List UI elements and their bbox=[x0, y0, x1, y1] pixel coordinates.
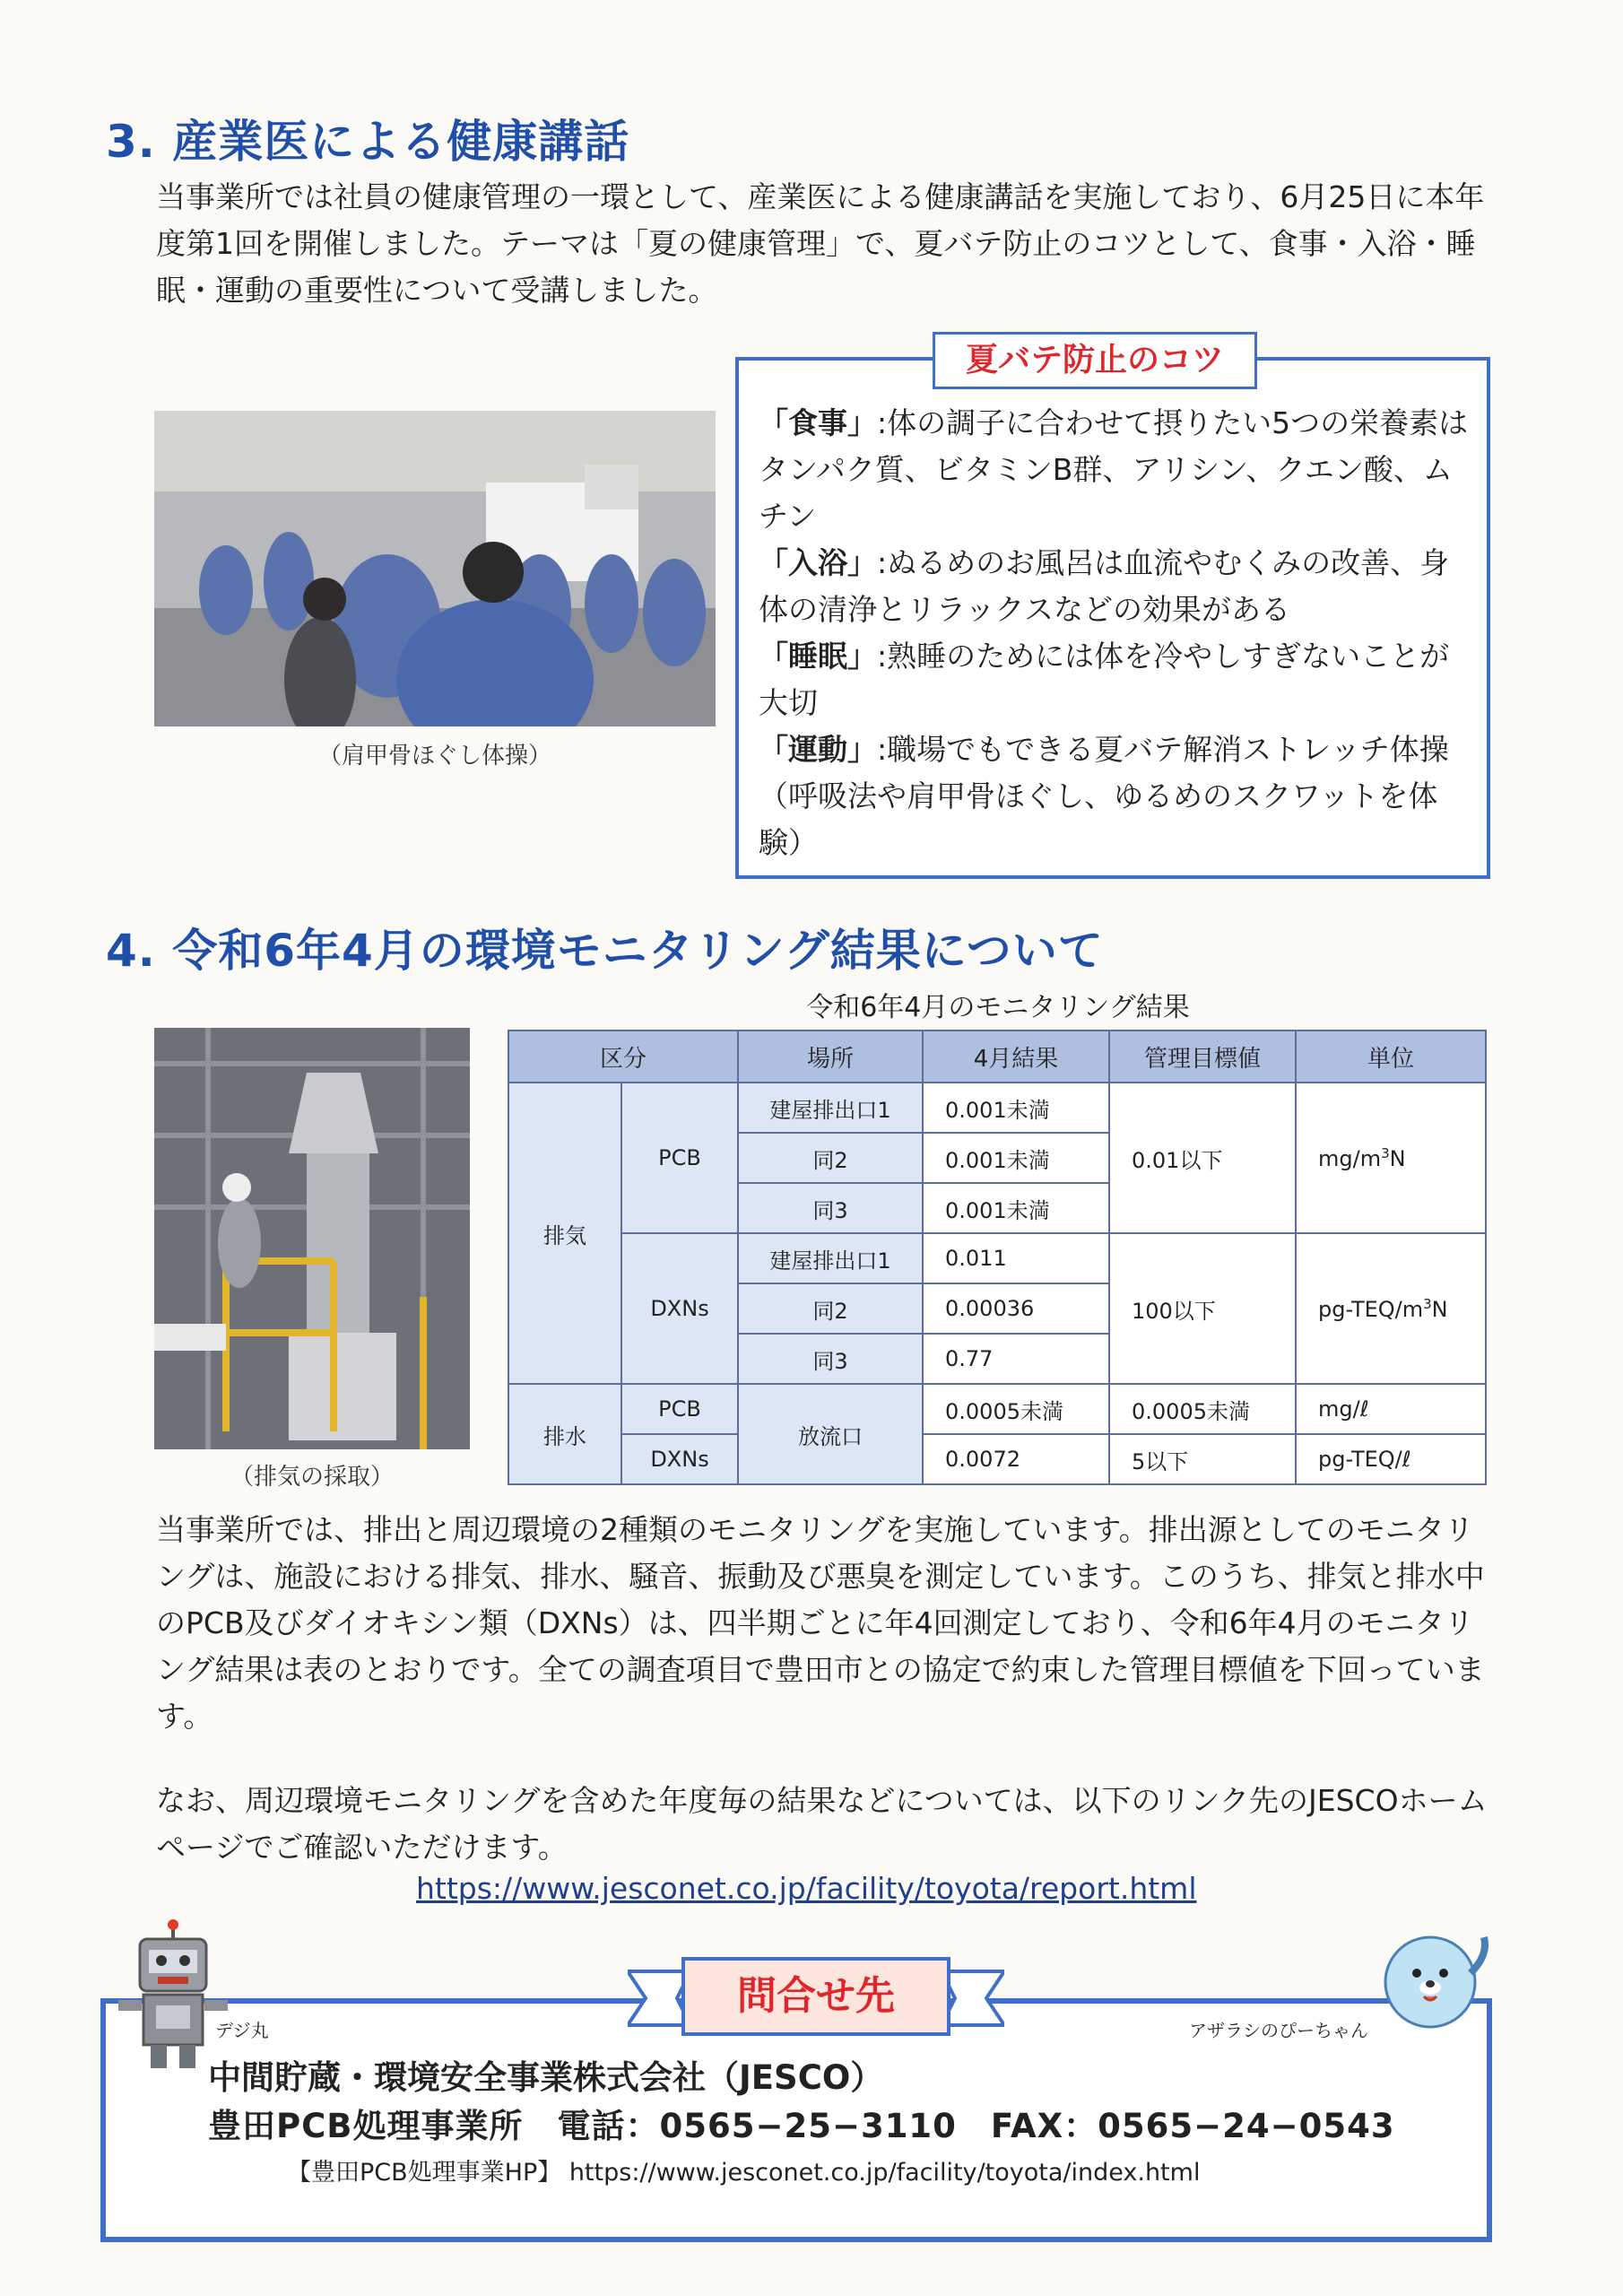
monitoring-table bbox=[508, 1030, 1487, 1485]
section4-body1: 当事業所では、排出と周辺環境の2種類のモニタリングを実施しています。排出源としてのモニタリングは、施設における排気、排水、騒音、振動及び悪臭を測定しています。このうち、排気と排水中のPCB及びダイオキシン類（DXNs）は、四半期ごとに年4回測定しており、令和6年4月のモニタリング結果は表のとおりです。全ての調査項目で豊田市との協定で約束した管理目標値を下回っています。 bbox=[156, 1512, 1485, 1734]
table-row bbox=[508, 1233, 1486, 1283]
report-link[interactable]: https://www.jesconet.co.jp/facility/toyota/report.html bbox=[416, 1871, 1197, 1906]
substance-pcb-water: PCB bbox=[621, 1384, 738, 1434]
table-row bbox=[508, 1384, 1486, 1434]
result-cell: 0.0005未満 bbox=[923, 1384, 1109, 1434]
tip-item-exercise bbox=[759, 726, 1476, 866]
place-cell: 建屋排出口1 bbox=[738, 1083, 923, 1133]
tip-item-meal bbox=[759, 400, 1476, 540]
tip-item-sleep bbox=[759, 633, 1476, 726]
tips-list bbox=[759, 400, 1476, 866]
tip-text-meal: :体の調子に合わせて摂りたい5つの栄養素はタンパク質、ビタミンB群、アリシン、クエン酸、ムチン bbox=[759, 405, 1469, 534]
substance-dxns-water: DXNs bbox=[621, 1434, 738, 1484]
section3-heading: 3. 産業医による健康講話 bbox=[106, 116, 630, 168]
unit-sup: 3 bbox=[1423, 1295, 1432, 1312]
section4-body2: なお、周辺環境モニタリングを含めた年度毎の結果などについては、以下のリンク先のJESCOホームページでご確認いただけます。 bbox=[156, 1783, 1488, 1865]
seminar-photo bbox=[154, 411, 716, 726]
header-target: 管理目標値 bbox=[1109, 1031, 1296, 1083]
contact-title: 問合せ先 bbox=[737, 1973, 895, 2019]
place-cell: 放流口 bbox=[738, 1384, 923, 1484]
substance-dxns-exhaust: DXNs bbox=[621, 1233, 738, 1384]
tip-label-exercise: 「運動」 bbox=[759, 732, 877, 767]
target-cell: 0.01以下 bbox=[1109, 1083, 1296, 1233]
header-category: 区分 bbox=[508, 1031, 738, 1083]
tip-text-sleep: :熟睡のためには体を冷やしすぎないことが大切 bbox=[759, 639, 1450, 720]
target-cell: 100以下 bbox=[1109, 1233, 1296, 1384]
tip-label-sleep: 「睡眠」 bbox=[759, 639, 877, 674]
result-cell: 0.001未満 bbox=[923, 1133, 1109, 1183]
table-row bbox=[508, 1083, 1486, 1133]
target-cell: 5以下 bbox=[1109, 1434, 1296, 1484]
tip-item-bath bbox=[759, 540, 1476, 633]
seminar-caption: （肩甲骨ほぐし体操） bbox=[317, 743, 551, 770]
result-cell: 0.00036 bbox=[923, 1283, 1109, 1334]
robot-mascot-icon bbox=[115, 1919, 231, 2072]
unit-cell: mg/ℓ bbox=[1296, 1384, 1486, 1434]
result-cell: 0.0072 bbox=[923, 1434, 1109, 1484]
result-cell: 0.77 bbox=[923, 1334, 1109, 1384]
seal-mascot-icon bbox=[1372, 1910, 1497, 2036]
place-cell: 同3 bbox=[738, 1334, 923, 1384]
target-cell: 0.0005未満 bbox=[1109, 1384, 1296, 1434]
table-title: 令和6年4月のモニタリング結果 bbox=[806, 992, 1190, 1023]
result-cell: 0.001未満 bbox=[923, 1083, 1109, 1133]
contact-office: 豊田PCB処理事業所 電話：0565−25−3110 FAX：0565−24−0543 bbox=[208, 2107, 1395, 2145]
tip-label-meal: 「食事」 bbox=[759, 405, 877, 440]
table-row bbox=[508, 1434, 1486, 1484]
contact-ribbon bbox=[628, 1953, 1004, 2043]
contact-company: 中間貯蔵・環境安全事業株式会社（JESCO） bbox=[208, 2058, 884, 2097]
header-unit: 単位 bbox=[1296, 1031, 1486, 1083]
tip-label-bath: 「入浴」 bbox=[759, 545, 877, 580]
tip-text-bath: :ぬるめのお風呂は血流やむくみの改善、身体の清浄とリラックスなどの効果がある bbox=[759, 545, 1450, 627]
section3-body: 当事業所では社員の健康管理の一環として、産業医による健康講話を実施しており、6月25日に本年度第1回を開催しました。テーマは「夏の健康管理」で、夏バテ防止のコツとして、食事・入浴・睡眠・運動の重要性について受講しました。 bbox=[156, 179, 1485, 308]
place-cell: 同3 bbox=[738, 1183, 923, 1233]
place-cell: 建屋排出口1 bbox=[738, 1233, 923, 1283]
header-result: 4月結果 bbox=[923, 1031, 1109, 1083]
exhaust-photo bbox=[154, 1028, 470, 1449]
unit-text: N bbox=[1389, 1145, 1406, 1171]
tips-title: 夏バテ防止のコツ bbox=[933, 332, 1257, 389]
unit-cell: pg-TEQ/ℓ bbox=[1296, 1434, 1486, 1484]
category-exhaust: 排気 bbox=[508, 1083, 621, 1384]
unit-text: mg/m bbox=[1318, 1145, 1382, 1171]
section4-heading: 4. 令和6年4月の環境モニタリング結果について bbox=[106, 925, 1104, 977]
exhaust-caption: （排気の採取） bbox=[230, 1464, 394, 1491]
unit-text: N bbox=[1431, 1296, 1448, 1322]
unit-cell bbox=[1296, 1233, 1486, 1384]
table-header-row bbox=[508, 1031, 1486, 1083]
header-place: 場所 bbox=[738, 1031, 923, 1083]
unit-cell bbox=[1296, 1083, 1486, 1233]
unit-sup: 3 bbox=[1381, 1144, 1390, 1161]
result-cell: 0.001未満 bbox=[923, 1183, 1109, 1233]
tip-text-exercise: :職場でもできる夏バテ解消ストレッチ体操（呼吸法や肩甲骨ほぐし、ゆるめのスクワットを体験） bbox=[759, 732, 1449, 860]
robot-name: デジ丸 bbox=[215, 2020, 269, 2041]
unit-text: pg-TEQ/m bbox=[1318, 1296, 1424, 1322]
place-cell: 同2 bbox=[738, 1133, 923, 1183]
result-cell: 0.011 bbox=[923, 1233, 1109, 1283]
category-water: 排水 bbox=[508, 1384, 621, 1484]
place-cell: 同2 bbox=[738, 1283, 923, 1334]
substance-pcb-exhaust: PCB bbox=[621, 1083, 738, 1233]
contact-hp: 【豊田PCB処理事業HP】 https://www.jesconet.co.jp/facility/toyota/index.html bbox=[287, 2159, 1201, 2187]
seal-name: アザラシのぴーちゃん bbox=[1189, 2020, 1368, 2041]
